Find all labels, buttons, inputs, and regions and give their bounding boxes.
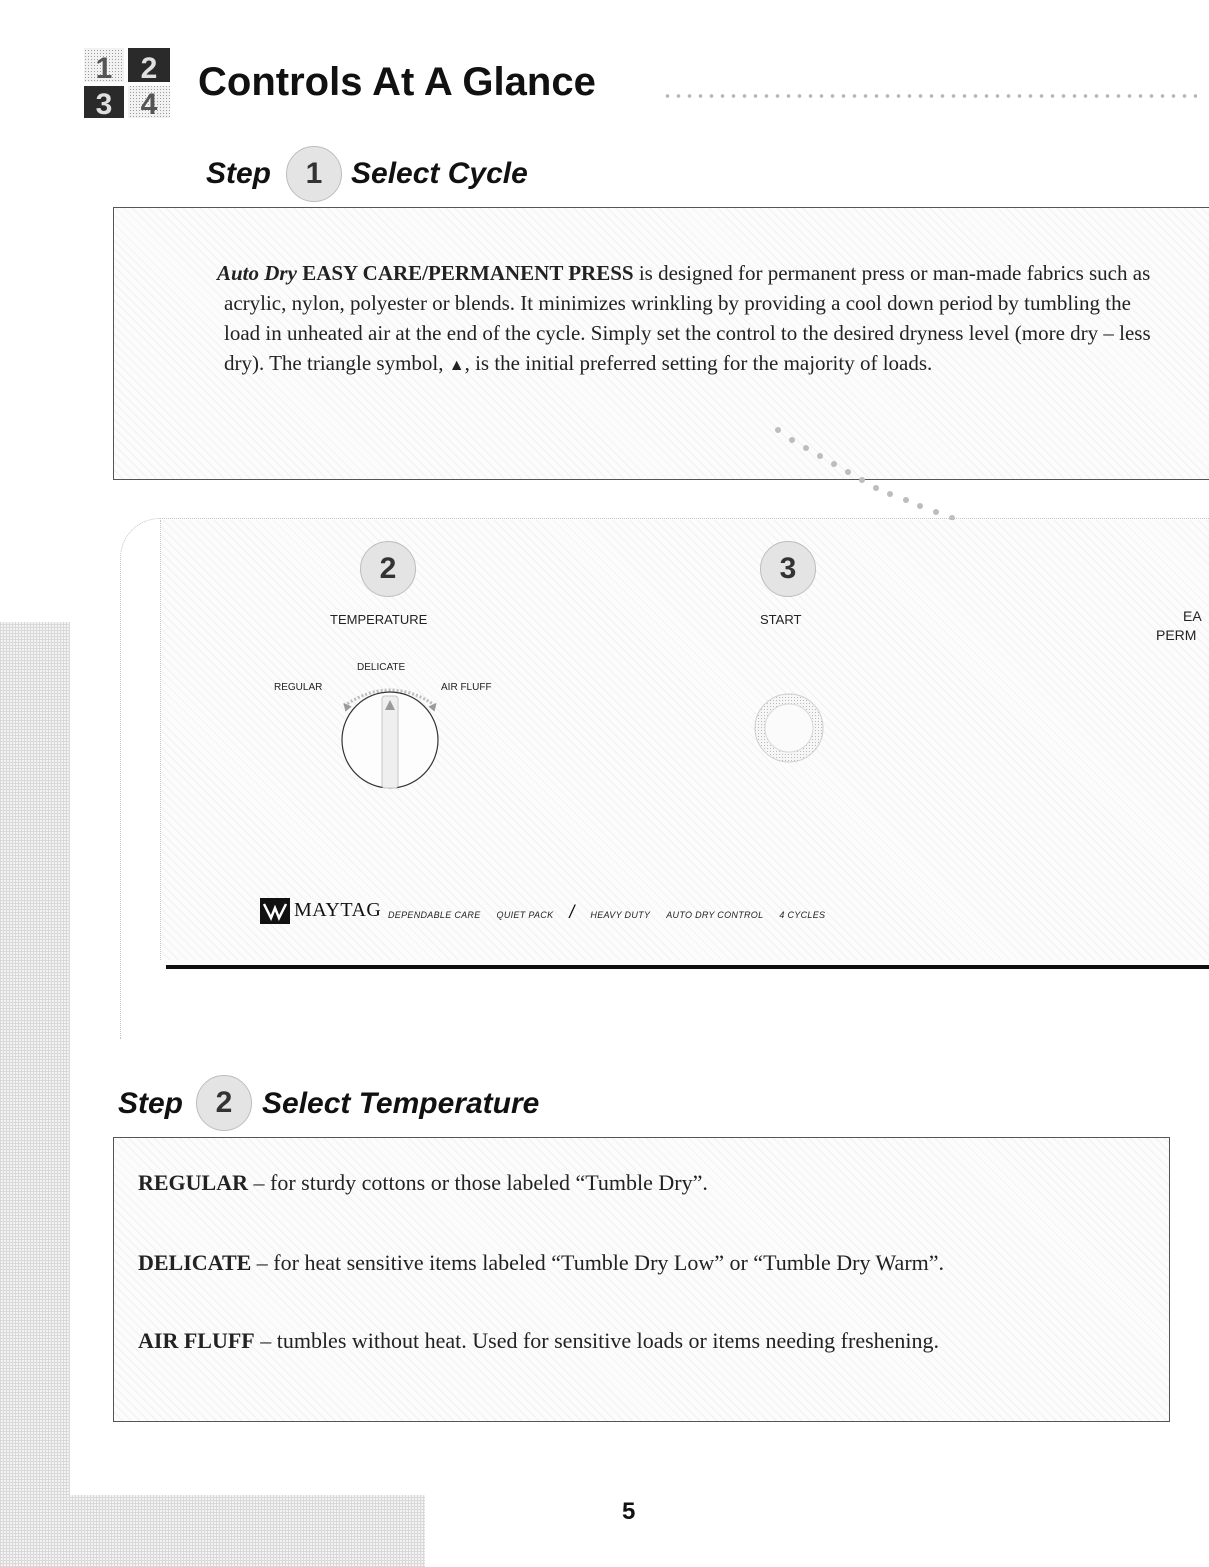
delicate-term: DELICATE [138,1250,252,1275]
page-number: 5 [622,1498,636,1525]
tagline-4-cycles: 4 CYCLES [779,909,826,920]
air-fluff-desc: – tumbles without heat. Used for sensitive loads or items needing freshening. [254,1328,940,1353]
step1-number-badge [286,146,342,202]
tagline-quiet-pack: QUIET PACK [496,909,554,920]
panel-divider [166,965,1209,969]
step1-number: 1 [305,157,323,190]
triangle-symbol: ▲ [448,357,465,374]
step1-title: Select Cycle [351,157,528,190]
svg-text:2: 2 [140,52,158,85]
tagline-dependable-care: DEPENDABLE CARE [388,909,481,920]
brand-taglines [388,902,826,923]
step2-number-badge [196,1075,252,1131]
left-sidebar-strip [0,622,70,1567]
step1-label: Step [206,157,272,190]
regular-desc: – for sturdy cottons or those labeled “Tumble Dry”. [248,1170,708,1195]
page-title: Controls At A Glance [198,60,596,104]
auto-dry-label: Auto Dry [217,261,297,285]
dial-regular-label: REGULAR [274,682,323,693]
delicate-description [138,1248,944,1278]
dial-air-fluff-label: AIR FLUFF [441,682,492,693]
cycle-label-cut-2: PERM [1156,627,1197,643]
easy-care-label: EASY CARE/PERMANENT PRESS [302,261,634,285]
step1-body: is designed for permanent press or man-made fabrics such as acrylic, nylon, polyester or blends. It minimizes wrinkling by providing a cool down period by tumbling the load in unheated air at the end of the cycle. Simply set the control to the desired dryness level (more dry – less dry). The triangle symbol, [224,261,1151,375]
svg-text:4: 4 [140,88,158,120]
start-step-badge: 3 [760,541,816,597]
tagline-separator: / [569,902,575,922]
dial-delicate-label: DELICATE [357,662,406,673]
number-blocks-icon [82,44,174,120]
regular-term: REGULAR [138,1170,249,1195]
step2-title: Select Temperature [262,1087,540,1120]
step1-tail: , is the initial preferred setting for the majority of loads. [464,351,933,375]
tagline-auto-dry-control: AUTO DRY CONTROL [666,909,764,920]
svg-text:3: 3 [95,88,113,120]
temperature-label: TEMPERATURE [330,612,428,627]
step2-label: Step [118,1087,184,1120]
cycle-label-cut-1: EA [1183,608,1202,624]
delicate-desc: – for heat sensitive items labeled “Tumble Dry Low” or “Tumble Dry Warm”. [251,1250,945,1275]
brand-name: MAYTAG [294,899,382,921]
control-panel-face [160,520,1209,960]
start-button[interactable] [749,688,829,768]
air-fluff-term: AIR FLUFF [138,1328,255,1353]
air-fluff-description [138,1326,939,1356]
temperature-step-badge: 2 [360,541,416,597]
bottom-strip [0,1495,425,1567]
regular-description [138,1168,708,1198]
step1-description [212,258,1169,381]
start-label: START [760,612,802,627]
title-dotted-leader [662,93,1197,99]
tagline-heavy-duty: HEAVY DUTY [590,909,651,920]
step2-number: 2 [215,1086,233,1119]
maytag-logo-icon [260,898,290,924]
svg-text:1: 1 [95,52,113,85]
temperature-dial[interactable] [330,680,450,800]
